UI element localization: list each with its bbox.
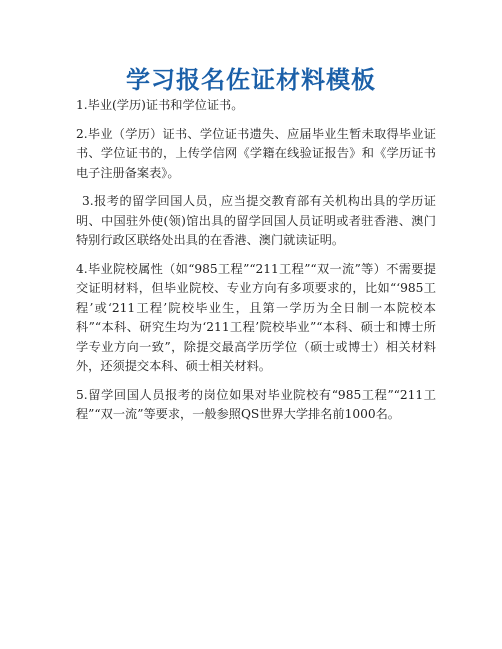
paragraph-5: 5.留学回国人员报考的岗位如果对毕业院校有“985工程”“211工程”“双一流”等要求，一般参照QS世界大学排名前1000名。	[76, 387, 436, 421]
document-title: 学习报名佐证材料模板	[126, 66, 376, 94]
paragraph-2: 2.毕业（学历）证书、学位证书遗失、应届毕业生暂未取得毕业证书、学位证书的，上传学信网《学籍在线验证报告》和《学历证书电子注册备案表》。	[76, 126, 436, 180]
document-body	[76, 96, 436, 434]
paragraph-1: 1.毕业(学历)证书和学位证书。	[76, 98, 244, 112]
paragraph-4: 4.毕业院校属性（如“985工程”“211工程”“双一流”等）不需要提交证明材料，但毕业院校、专业方向有多项要求的，比如“‘985工程’或‘211工程’院校毕业生，且第一学历为全日制一本院校本科”“本科、研究生均为‘211工程’院校毕业”“本科、硕士和博士所学专业方向一致”，除提交最高学历学位（硕士或博士）相关材料外，还须提交本科、硕士相关材料。	[76, 261, 436, 373]
paragraph-3: 3.报考的留学回国人员，应当提交教育部有关机构出具的学历证明、中国驻外使(领)馆出具的留学回国人员证明或者驻香港、澳门特别行政区联络处出具的在香港、澳门就读证明。	[76, 194, 436, 247]
